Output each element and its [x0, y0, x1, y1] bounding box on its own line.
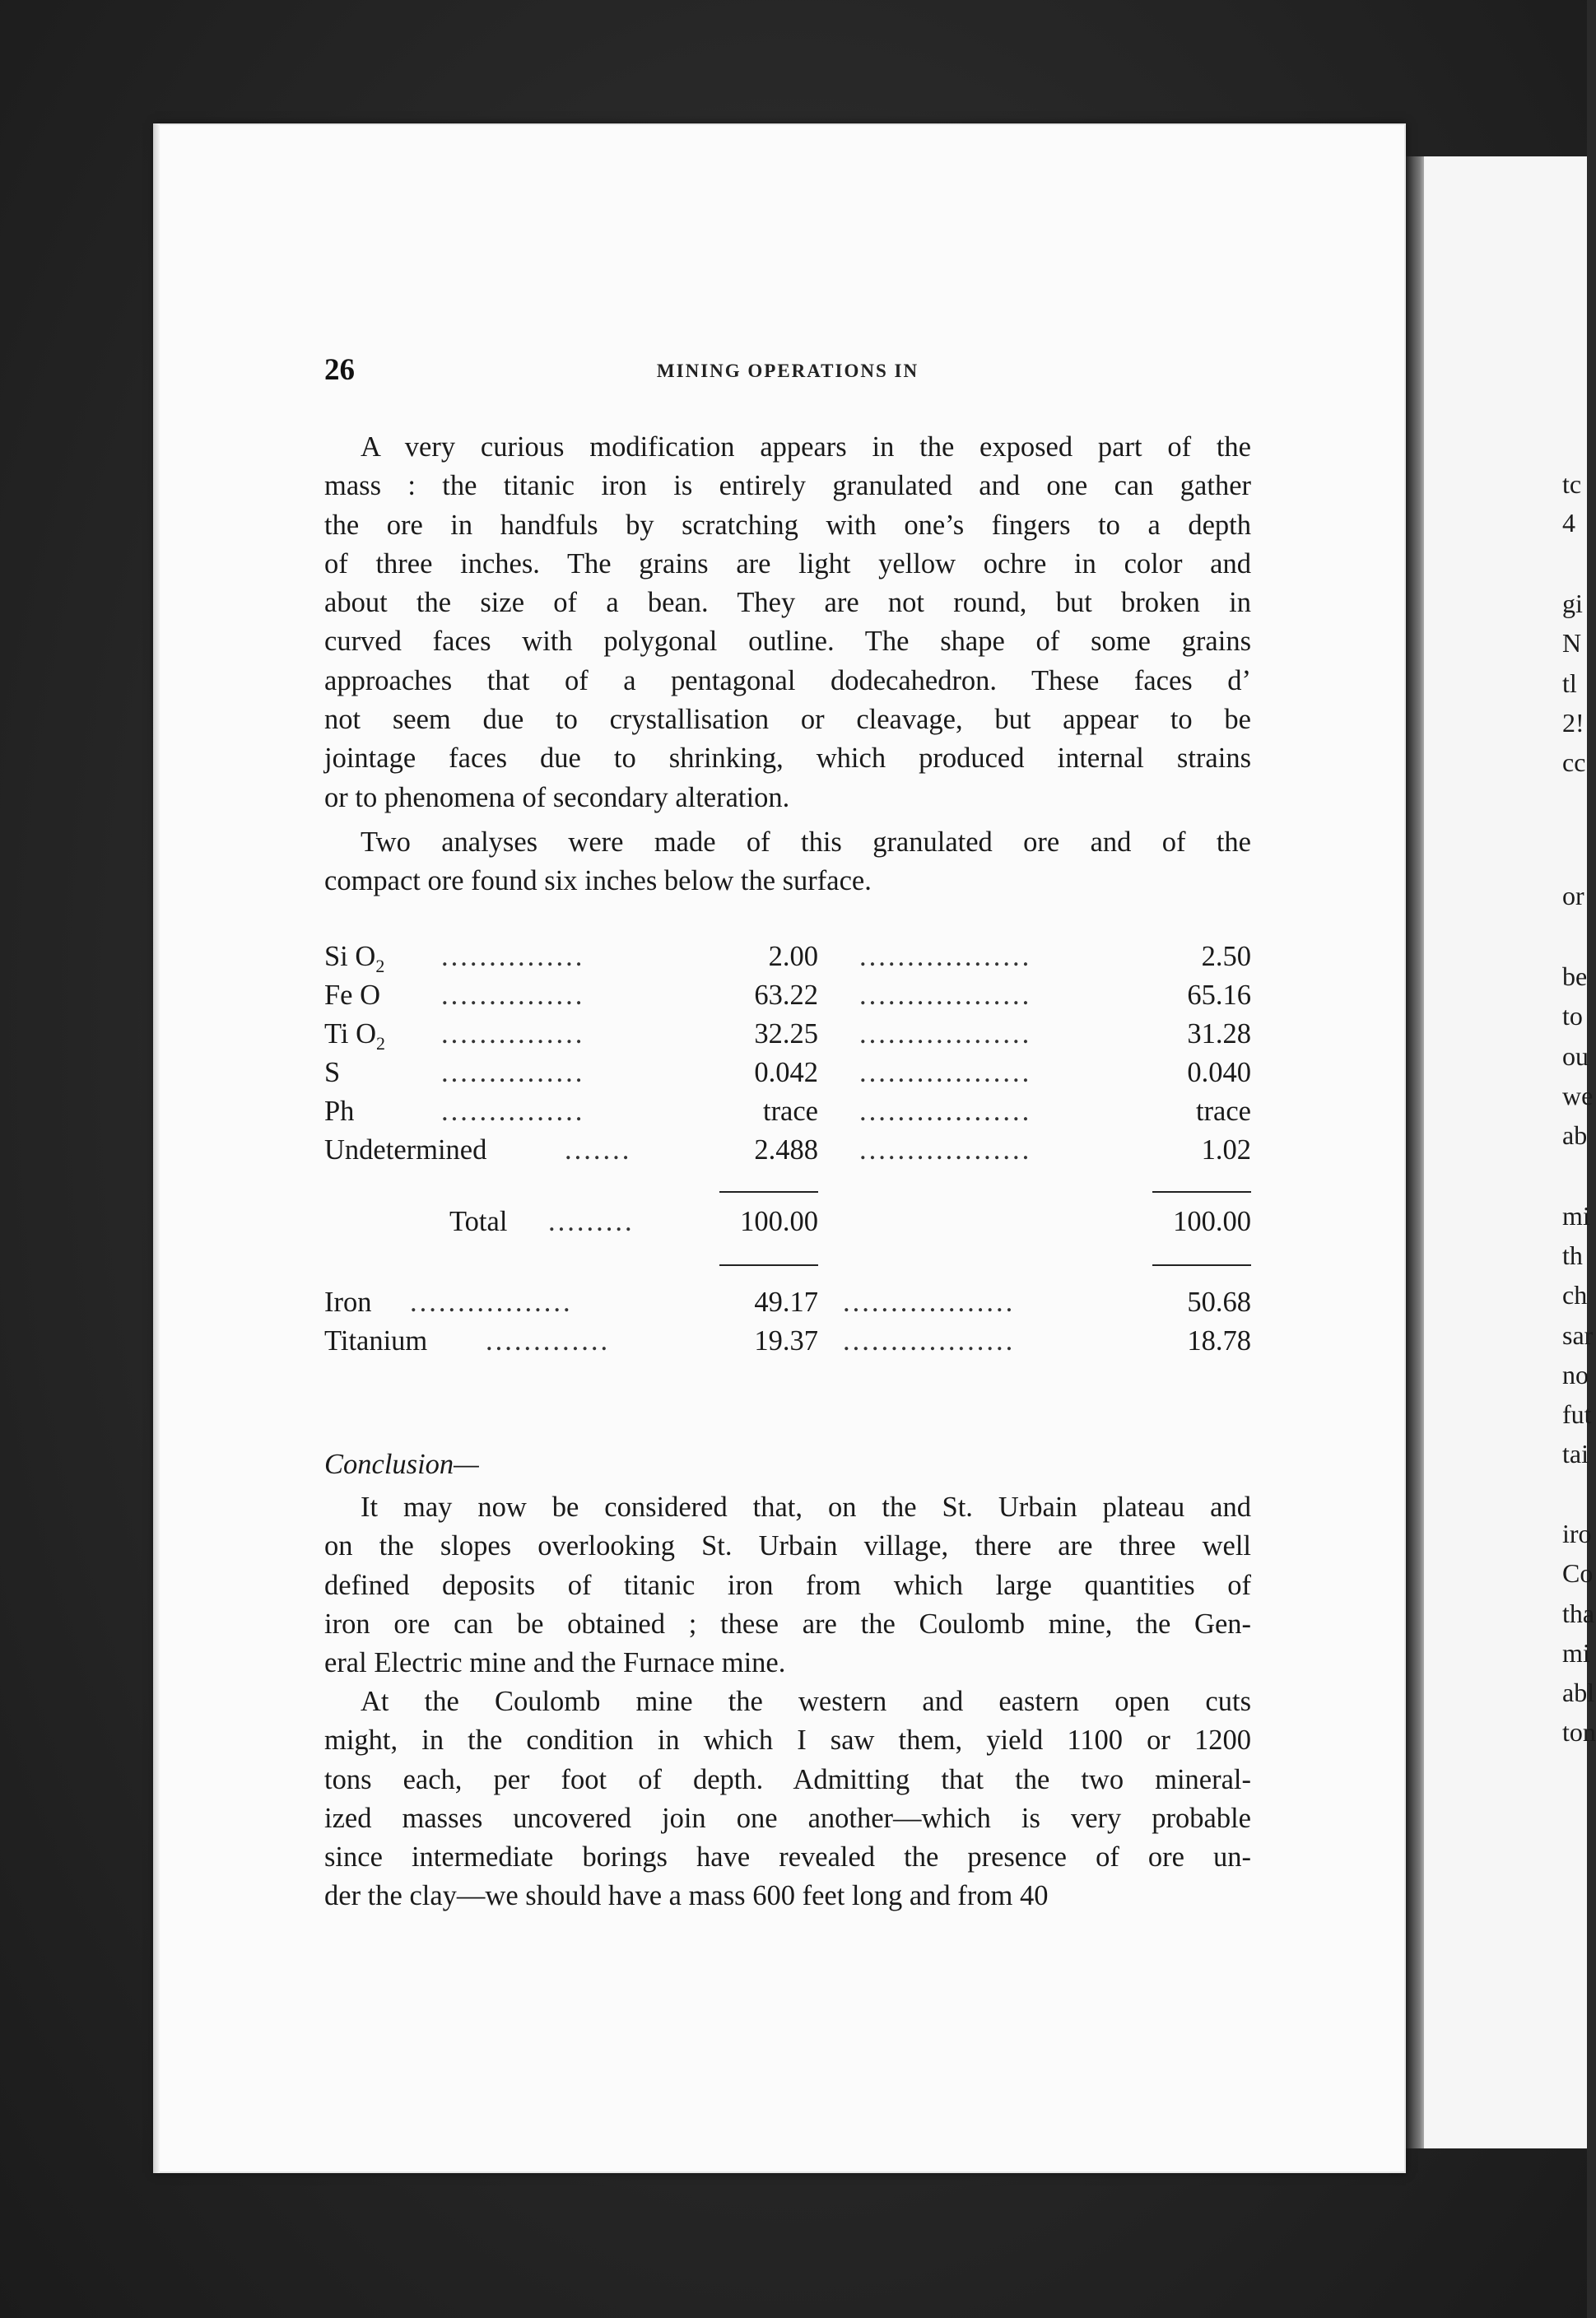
leader-dots: ..................: [843, 1287, 1016, 1318]
value-compact: 1.02: [1201, 1134, 1251, 1166]
element-row: [324, 1287, 1251, 1325]
leader-dots: ...............: [441, 941, 585, 972]
constituent-name: Undetermined: [324, 1134, 487, 1166]
facing-page-fragment: tha: [1562, 1599, 1595, 1628]
value-compact: 2.50: [1201, 941, 1251, 972]
facing-page-fragment: or: [1562, 881, 1584, 910]
leader-dots: ...............: [441, 1057, 585, 1088]
facing-page: [1424, 156, 1587, 2148]
constituent-label: [324, 941, 385, 976]
text-line: It may now be considered that, on the St. Urbain plateau and: [361, 1492, 1251, 1523]
value-compact: 65.16: [1187, 980, 1251, 1011]
element-granulated: 49.17: [754, 1287, 818, 1318]
total-compact: 100.00: [1173, 1206, 1251, 1237]
leader-dots: ..................: [859, 1057, 1032, 1088]
text-line: jointage faces due to shrinking, which produced internal strains: [324, 742, 1251, 775]
conclusion-heading: Conclusion—: [324, 1449, 479, 1480]
facing-page-fragment: Co: [1562, 1558, 1594, 1588]
text-line: At the Coulomb mine the western and eastern open cuts: [361, 1686, 1251, 1717]
subscript: 2: [375, 956, 385, 976]
leader-dots: .............: [486, 1325, 611, 1357]
analysis-row: [324, 1018, 1251, 1057]
facing-page-fragment: ch: [1562, 1280, 1588, 1310]
facing-page-fragment: to: [1562, 1001, 1583, 1031]
text-line: ized masses uncovered join one another—which is very probable: [324, 1802, 1251, 1834]
constituent-name: Si O: [324, 941, 376, 972]
sum-rule: [1152, 1264, 1251, 1266]
element-row: [324, 1325, 1251, 1364]
facing-page-fragment: mi: [1562, 1638, 1590, 1668]
text-line: of three inches. The grains are light yellow ochre in color and: [324, 547, 1251, 580]
analysis-row: [324, 980, 1251, 1018]
analysis-table: [324, 941, 1251, 1369]
facing-page-fragment: 4: [1562, 508, 1575, 538]
facing-page-fragment: tc: [1562, 469, 1582, 499]
facing-page-fragment: ab: [1562, 1120, 1588, 1150]
leader-dots: .................: [410, 1287, 573, 1318]
paragraph-conclusion: [324, 1488, 1251, 1683]
text-line: tons each, per foot of depth. Admitting that the two mineral-: [324, 1763, 1251, 1795]
value-granulated: 2.00: [768, 941, 818, 972]
paragraph-two-analyses: [324, 823, 1251, 901]
element-label: Iron: [324, 1287, 372, 1318]
page-header: [324, 352, 1251, 389]
constituent-label: [324, 980, 380, 1012]
sum-rule: [719, 1264, 818, 1266]
constituent-name: Ti O: [324, 1018, 376, 1050]
constituent-name: S: [324, 1057, 341, 1088]
value-compact: trace: [1195, 1096, 1251, 1127]
facing-page-fragment: 2!: [1562, 708, 1584, 738]
analysis-row: [324, 1096, 1251, 1134]
element-compact: 18.78: [1187, 1325, 1251, 1357]
leader-dots: ..................: [859, 1134, 1032, 1166]
facing-page-fragment: mi: [1562, 1201, 1590, 1231]
text-line: about the size of a bean. They are not round, but broken in: [324, 587, 1251, 619]
page-edge: [153, 123, 160, 2173]
text-line: curved faces with polygonal outline. The shape of some grains: [324, 626, 1251, 658]
element-granulated: 19.37: [754, 1325, 818, 1357]
page-number: 26: [324, 353, 355, 387]
paragraph-coulomb-mine: [324, 1683, 1251, 1916]
facing-page-fragment: iro: [1562, 1519, 1592, 1548]
facing-page-fragment: tai: [1562, 1439, 1589, 1469]
facing-page-fragment: th: [1562, 1240, 1583, 1270]
value-granulated: trace: [762, 1096, 818, 1127]
element-compact: 50.68: [1187, 1287, 1251, 1318]
analysis-row: [324, 941, 1251, 980]
element-label: Titanium: [324, 1325, 428, 1357]
facing-page-fragment: no: [1562, 1360, 1589, 1389]
facing-page-fragment: abl: [1562, 1678, 1595, 1707]
total-row: [324, 1206, 1251, 1245]
leader-dots: ..................: [859, 941, 1032, 972]
value-compact: 31.28: [1187, 1018, 1251, 1050]
leader-dots: ...............: [441, 1018, 585, 1050]
text-line: der the clay—we should have a mass 600 feet long and from 40: [324, 1880, 1049, 1912]
text-line: on the slopes overlooking St. Urbain village, there are three well: [324, 1530, 1251, 1562]
value-granulated: 32.25: [754, 1018, 818, 1050]
facing-page-fragment: N: [1562, 628, 1582, 658]
total-granulated: 100.00: [740, 1206, 818, 1237]
facing-page-fragment: cc: [1562, 747, 1586, 777]
text-line: not seem due to crystallisation or cleavage, but appear to be: [324, 704, 1251, 736]
value-granulated: 0.042: [754, 1057, 818, 1088]
leader-dots: ...............: [441, 980, 585, 1011]
facing-page-fragment: we: [1562, 1081, 1594, 1110]
constituent-name: Fe O: [324, 980, 381, 1011]
text-line: or to phenomena of secondary alteration.: [324, 781, 790, 813]
text-line: defined deposits of titanic iron from which large quantities of: [324, 1569, 1251, 1601]
analysis-row: [324, 1134, 1251, 1173]
facing-page-fragment: sar: [1562, 1320, 1594, 1350]
leader-dots: ..................: [859, 1018, 1032, 1050]
text-line: might, in the condition in which I saw them, yield 1100 or 1200: [324, 1725, 1251, 1757]
total-label: Total: [449, 1206, 508, 1237]
constituent-label: [324, 1018, 385, 1054]
analysis-row: [324, 1057, 1251, 1096]
facing-page-fragment: ou: [1562, 1041, 1589, 1071]
value-compact: 0.040: [1187, 1057, 1251, 1088]
value-granulated: 63.22: [754, 980, 818, 1011]
sum-rule: [1152, 1191, 1251, 1193]
paragraph-granulated-ore: [324, 428, 1251, 817]
text-line: the ore in handfuls by scratching with one’s fingers to a depth: [324, 509, 1251, 541]
facing-page-fragment: gi: [1562, 589, 1583, 618]
leader-dots: ..................: [843, 1325, 1016, 1357]
leader-dots: .........: [548, 1206, 635, 1237]
text-line: mass : the titanic iron is entirely granulated and one can gather: [324, 470, 1251, 502]
text-line: approaches that of a pentagonal dodecahedron. These faces dʼ: [324, 664, 1251, 696]
constituent-name: Ph: [324, 1096, 355, 1127]
text-line: compact ore found six inches below the surface.: [324, 865, 872, 897]
leader-dots: ..................: [859, 1096, 1032, 1127]
leader-dots: .......: [565, 1134, 632, 1166]
value-granulated: 2.488: [754, 1134, 818, 1166]
text-line: iron ore can be obtained ; these are the Coulomb mine, the Gen-: [324, 1608, 1251, 1640]
subscript: 2: [376, 1033, 385, 1054]
running-title: MINING OPERATIONS IN: [656, 361, 919, 381]
constituent-label: [324, 1134, 486, 1166]
leader-dots: ..................: [859, 980, 1032, 1011]
text-line: eral Electric mine and the Furnace mine.: [324, 1647, 786, 1679]
text-line: Two analyses were made of this granulated ore and of the: [361, 826, 1251, 858]
facing-page-fragment: be: [1562, 961, 1588, 991]
facing-page-fragment: tl: [1562, 668, 1577, 698]
leader-dots: ...............: [441, 1096, 585, 1127]
constituent-label: [324, 1096, 354, 1128]
constituent-label: [324, 1057, 340, 1089]
facing-page-fragment: fut: [1562, 1399, 1592, 1429]
sum-rule: [719, 1191, 818, 1193]
facing-page-fragment: ton: [1562, 1717, 1596, 1747]
text-line: since intermediate borings have revealed the presence of ore un-: [324, 1841, 1251, 1873]
text-line: A very curious modification appears in the exposed part of the: [361, 431, 1251, 463]
